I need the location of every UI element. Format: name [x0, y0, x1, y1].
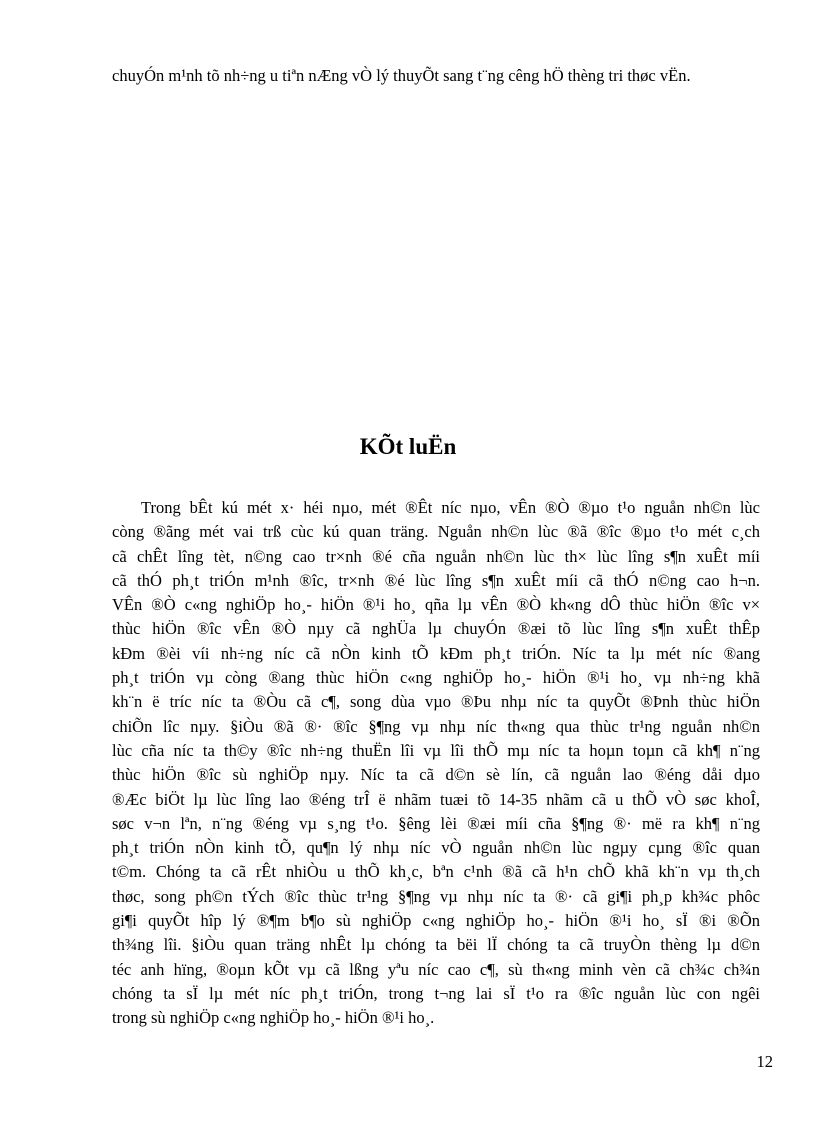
conclusion-line: chiÕn lîc nµy. §iÒu ®ã ®· ®îc §¶ng vµ nhµ níc th«ng qua thùc tr¹ng nguån nh©n: [112, 716, 760, 736]
conclusion-line: còng ®ãng mét vai trß cùc kú quan träng. Nguån nh©n lùc ®ã ®îc ®µo t¹o mét c¸ch: [112, 522, 760, 542]
conclusion-line: th¾ng lîi. §iÒu quan träng nhÊt lµ chóng ta bëi lÏ chóng ta cã truyÒn thèng lµ d©n: [112, 935, 760, 955]
conclusion-line: ph¸t triÓn nÒn kinh tÕ, qu¶n lý nhµ níc vÒ nguån nh©n lùc ngµy cµng ®îc quan: [112, 838, 760, 858]
conclusion-line: lùc cña níc ta th©y ®îc nh÷ng thuËn lîi vµ lîi thÕ mµ níc ta hoµn toµn cã kh¶ n¨ng: [112, 740, 760, 760]
conclusion-line: kh¨n ë tríc níc ta ®Òu cã c¶, song dùa vµo ®Þu nhµ níc ta quyÕt ®Þnh thùc hiÖn: [112, 692, 760, 712]
conclusion-line: chóng ta sÏ lµ mét níc ph¸t triÓn, trong t¬ng lai sÏ t¹o ra ®îc nguån lùc con ngêi: [112, 983, 760, 1003]
conclusion-line: thøc, song ph©n tÝch ®îc thùc tr¹ng §¶ng vµ nhµ níc ta ®· cã gi¶i ph¸p kh¾c phôc: [112, 886, 760, 906]
conclusion-line: VÊn ®Ò c«ng nghiÖp ho¸- hiÖn ®¹i ho¸ qña lµ vÊn ®Ò kh«ng dÔ thùc hiÖn ®îc v×: [112, 595, 760, 615]
page-number: 12: [756, 1052, 773, 1071]
conclusion-line: cã chÊt lîng tèt, n©ng cao tr×nh ®é cña nguån nh©n lùc th× lùc lîng s¶n xuÊt míi: [112, 546, 760, 566]
section-heading: KÕt luËn: [359, 434, 457, 459]
conclusion-line: cã thÓ ph¸t triÓn m¹nh ®îc, tr×nh ®é lùc lîng s¶n xuÊt míi cã thÓ n©ng cao h¬n.: [112, 570, 760, 590]
conclusion-line: Trong bÊt kú mét x· héi nµo, mét ®Êt níc nµo, vÊn ®Ò ®µo t¹o nguån nh©n lùc: [141, 498, 760, 517]
conclusion-line: trong sù nghiÖp c«ng nghiÖp ho¸- hiÖn ®¹i ho¸.: [112, 1008, 435, 1028]
conclusion-line: søc v¬n lªn, n¨ng ®éng vµ s¸ng t¹o. §êng lèi ®æi míi cña §¶ng ®· më ra kh¶ n¨ng: [112, 813, 760, 833]
conclusion-line: thùc hiÖn ®îc sù nghiÖp nµy. Níc ta cã d©n sè lín, cã nguån lao ®éng dåi dµo: [112, 765, 760, 785]
conclusion-line: ph¸t triÓn vµ còng ®ang thùc hiÖn c«ng nghiÖp ho¸- hiÖn ®¹i ho¸ vµ nh÷ng khã: [112, 668, 760, 688]
conclusion-line: ®Æc biÖt lµ lùc lîng lao ®éng trÎ ë nhãm tuæi tõ 14-35 nhãm cã u thÕ vÒ søc khoÎ,: [112, 789, 760, 809]
conclusion-line: gi¶i quyÕt hîp lý ®¶m b¶o sù nghiÖp c«ng nghiÖp ho¸- hiÖn ®¹i ho¸ sÏ ®i ®Õn: [112, 911, 760, 931]
conclusion-line: t©m. Chóng ta cã rÊt nhiÒu u thÕ kh¸c, bªn c¹nh ®ã cã h¹n chÕ khã kh¨n vµ th¸ch: [112, 862, 760, 882]
continuation-paragraph: chuyÓn m¹nh tõ nh÷ng u tiªn nÆng vÒ lý thuyÕt sang t¨ng cêng hÖ thèng tri thøc vËn.: [112, 66, 691, 85]
conclusion-line: téc anh hïng, ®oµn kÕt vµ cã lßng yªu níc cao c¶, sù th«ng minh vèn cã ch¾c ch¾n: [112, 959, 760, 979]
conclusion-line: thùc hiÖn ®îc vÊn ®Ò nµy cã nghÜa lµ chuyÓn ®æi tõ lùc lîng s¶n xuÊt thÊp: [112, 619, 760, 639]
conclusion-paragraph: [112, 496, 760, 1031]
conclusion-line: kÐm ®èi víi nh÷ng níc cã nÒn kinh tÕ kÐm ph¸t triÓn. Níc ta lµ mét níc ®ang: [112, 643, 760, 663]
